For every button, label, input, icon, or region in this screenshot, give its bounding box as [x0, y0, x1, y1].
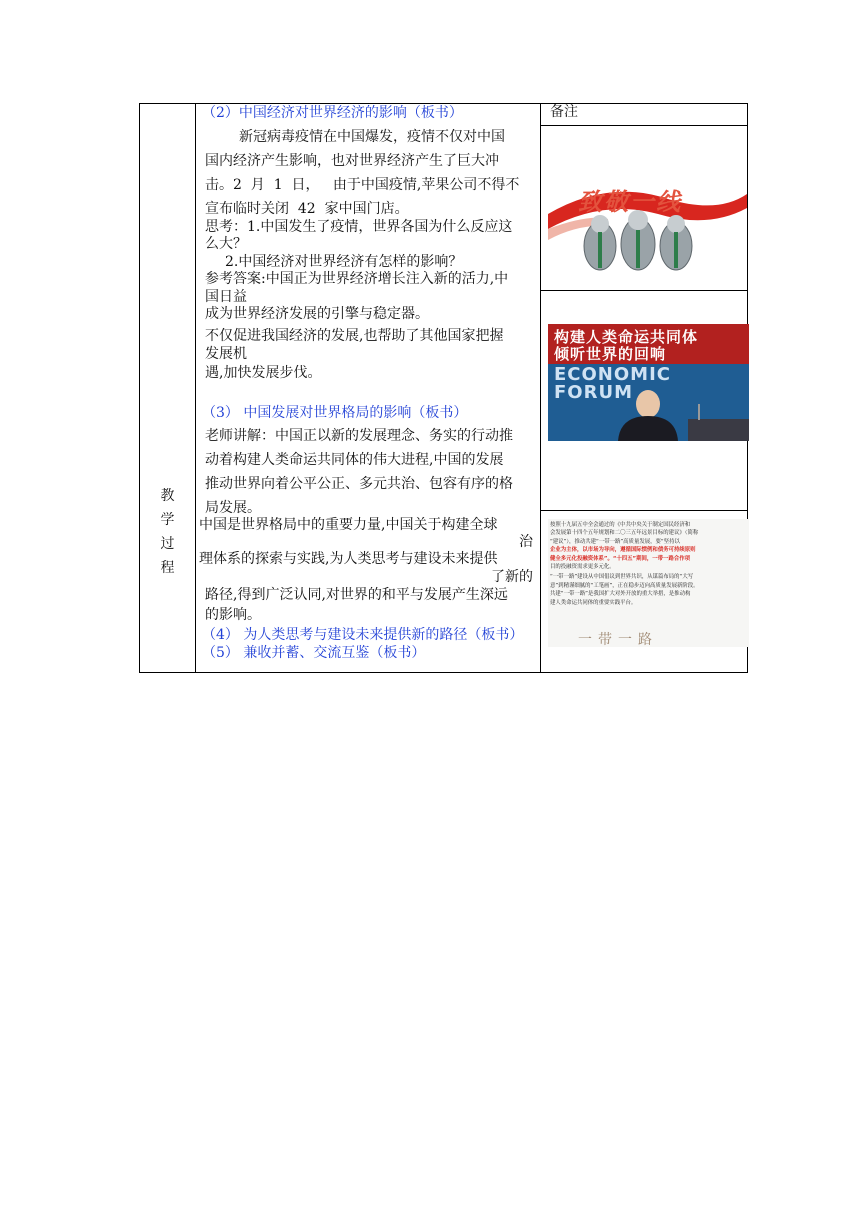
lesson-table: [139, 103, 748, 673]
belt-road-footer: 一带一路: [578, 632, 658, 647]
paragraph-line: 国内经济产生影响，也对世界经济产生了巨大冲: [205, 153, 499, 169]
paragraph-line: 击。2 月 1 日， 由于中国疫情,苹果公司不得不: [205, 177, 520, 193]
forum-speech-image: [548, 324, 749, 441]
teacher-line: 动着构建人类命运共同体的伟大进程,中国的发展: [205, 452, 504, 468]
role-line: 的影响。: [205, 607, 261, 623]
heading-4: （4） 为人类思考与建设未来提供新的路径（板书）: [202, 627, 524, 643]
column-divider: [540, 104, 541, 672]
answer-line: 国日益: [205, 289, 247, 305]
teacher-line: 老师讲解：中国正以新的发展理念、务实的行动推: [205, 428, 513, 444]
row-divider: [541, 125, 747, 126]
answer-line: 发展机: [205, 346, 247, 362]
heading-2: （2）中国经济对世界经济的影响（板书）: [202, 105, 463, 121]
paragraph-line: 宣布临时关闭 42 家中国门店。: [205, 201, 409, 217]
speaker-figure: [548, 324, 749, 441]
answer-line: 遇,加快发展步伐。: [205, 365, 322, 381]
heading-5: （5） 兼收并蓄、交流互鉴（板书）: [202, 645, 426, 661]
answer-line: 不仅促进我国经济的发展,也帮助了其他国家把握: [205, 328, 504, 344]
forum-banner: ECONOMIC FORUM: [554, 364, 671, 403]
role-line: 治: [519, 534, 533, 550]
remark-header: 备注: [550, 104, 578, 120]
paragraph-line: 新冠病毒疫情在中国爆发，疫情不仅对中国: [239, 129, 505, 145]
row-divider: [541, 510, 747, 511]
think-line: 2.中国经济对世界经济有怎样的影响？: [225, 254, 463, 270]
role-line: 了新的: [491, 569, 533, 585]
think-line: 么大？: [205, 236, 247, 252]
answer-line: 成为世界经济发展的引擎与稳定器。: [205, 306, 429, 322]
section-label: 教 学 过 程: [160, 488, 175, 576]
role-line: 路径,得到广泛认同,对世界的和平与发展产生深远: [205, 587, 508, 603]
belt-road-image: [548, 519, 749, 647]
row-divider: [541, 290, 747, 291]
heading-3: （3） 中国发展对世界格局的影响（板书）: [202, 405, 468, 421]
role-line: 理体系的探索与实践,为人类思考与建设未来提供: [199, 551, 498, 567]
forum-subheadline: 倾听世界的回响: [554, 345, 667, 363]
role-line: 中国是世界格局中的重要力量,中国关于构建全球: [199, 517, 498, 533]
teacher-line: 推动世界向着公平公正、多元共治、包容有序的格: [205, 476, 513, 492]
answer-line: 参考答案:中国正为世界经济增长注入新的活力,中: [205, 271, 509, 287]
belt-road-text: 按照十九届五中全会通过的《中共中央关于制定国民经济和 会发展第十四个五年规划和二〇三五年远景目标的建议》（简称 “建议”），推动共建“一带一路”高质量发展，要“坚持以 企业为主体，以市场为导向，遵循国际惯例和债务可持续原则 健全多元化投融资体系”。“十四五”期间，一带一路合作项 目的投融资需求更多元化。 “一带一路”建设从中国倡议到世界共识，从谋篇布局的“大写 意”到精谨细腻的“工笔画”，正在稳步迈向高质量发展新阶段。 共建“一带一路”是我国扩大对外开放的重大举措，是推动构 建人类命运共同体的重要实践平台。: [550, 522, 699, 606]
think-line: 思考：1.中国发生了疫情，世界各国为什么反应这: [205, 219, 513, 235]
frontline-tribute-image: [548, 174, 747, 280]
tribute-caption: 致敬一线: [578, 188, 682, 216]
teacher-line: 局发展。: [205, 500, 261, 516]
column-divider: [195, 104, 196, 672]
forum-headline: 构建人类命运共同体: [554, 328, 699, 346]
